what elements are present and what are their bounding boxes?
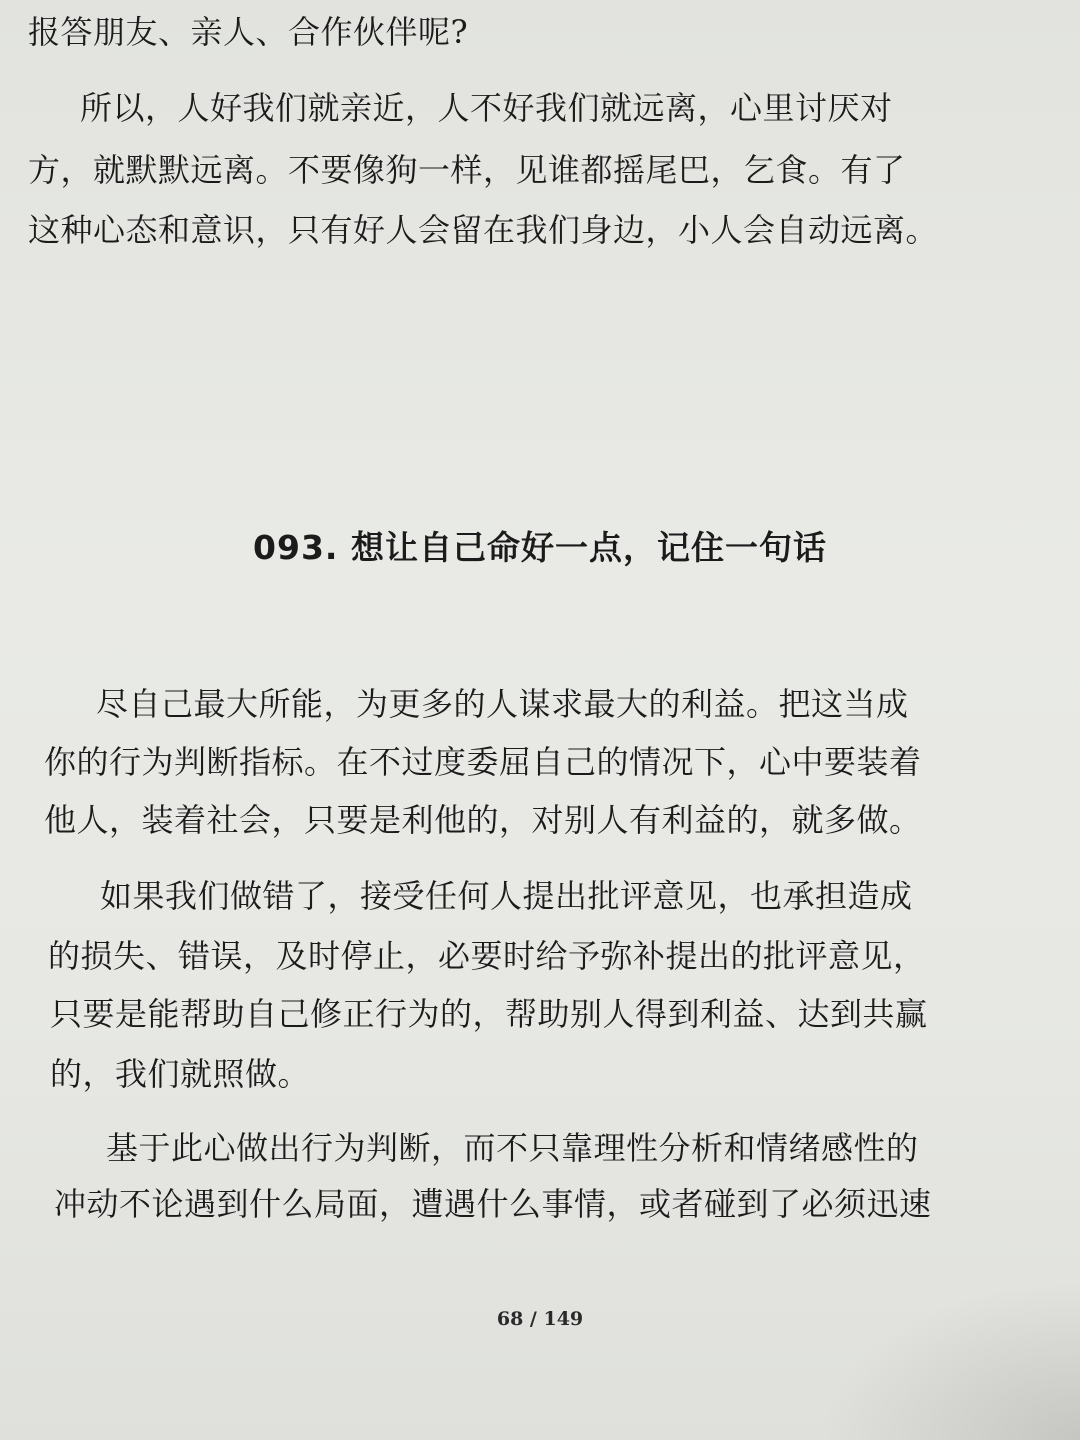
page-number: 68 / 149 xyxy=(496,1308,584,1330)
text-line: 只要是能帮助自己修正行为的，帮助别人得到利益、达到共赢 xyxy=(50,995,928,1033)
text-line: 他人，装着社会，只要是利他的，对别人有利益的，就多做。 xyxy=(44,801,922,839)
text-line: 尽自己最大所能，为更多的人谋求最大的利益。把这当成 xyxy=(96,685,909,723)
text-line: 的，我们就照做。 xyxy=(50,1055,311,1093)
section-title: 093. 想让自己命好一点，记住一句话 xyxy=(253,528,827,567)
text-line: 的损失、错误，及时停止，必要时给予弥补提出的批评意见， xyxy=(48,937,926,975)
corner-shadow xyxy=(820,1280,1080,1440)
text-line: 这种心态和意识，只有好人会留在我们身边，小人会自动远离。 xyxy=(28,211,939,249)
text-line: 基于此心做出行为判断，而不只靠理性分析和情绪感性的 xyxy=(106,1129,919,1167)
text-line: 如果我们做错了，接受任何人提出批评意见，也承担造成 xyxy=(100,877,913,915)
text-line: 你的行为判断指标。在不过度委屈自己的情况下，心中要装着 xyxy=(44,743,922,781)
text-line: 所以，人好我们就亲近，人不好我们就远离，心里讨厌对 xyxy=(80,89,893,127)
text-line: 冲动不论遇到什么局面，遭遇什么事情，或者碰到了必须迅速 xyxy=(54,1185,932,1223)
text-line: 方，就默默远离。不要像狗一样，见谁都摇尾巴，乞食。有了 xyxy=(28,151,906,189)
text-line: 报答朋友、亲人、合作伙伴呢? xyxy=(28,13,469,51)
